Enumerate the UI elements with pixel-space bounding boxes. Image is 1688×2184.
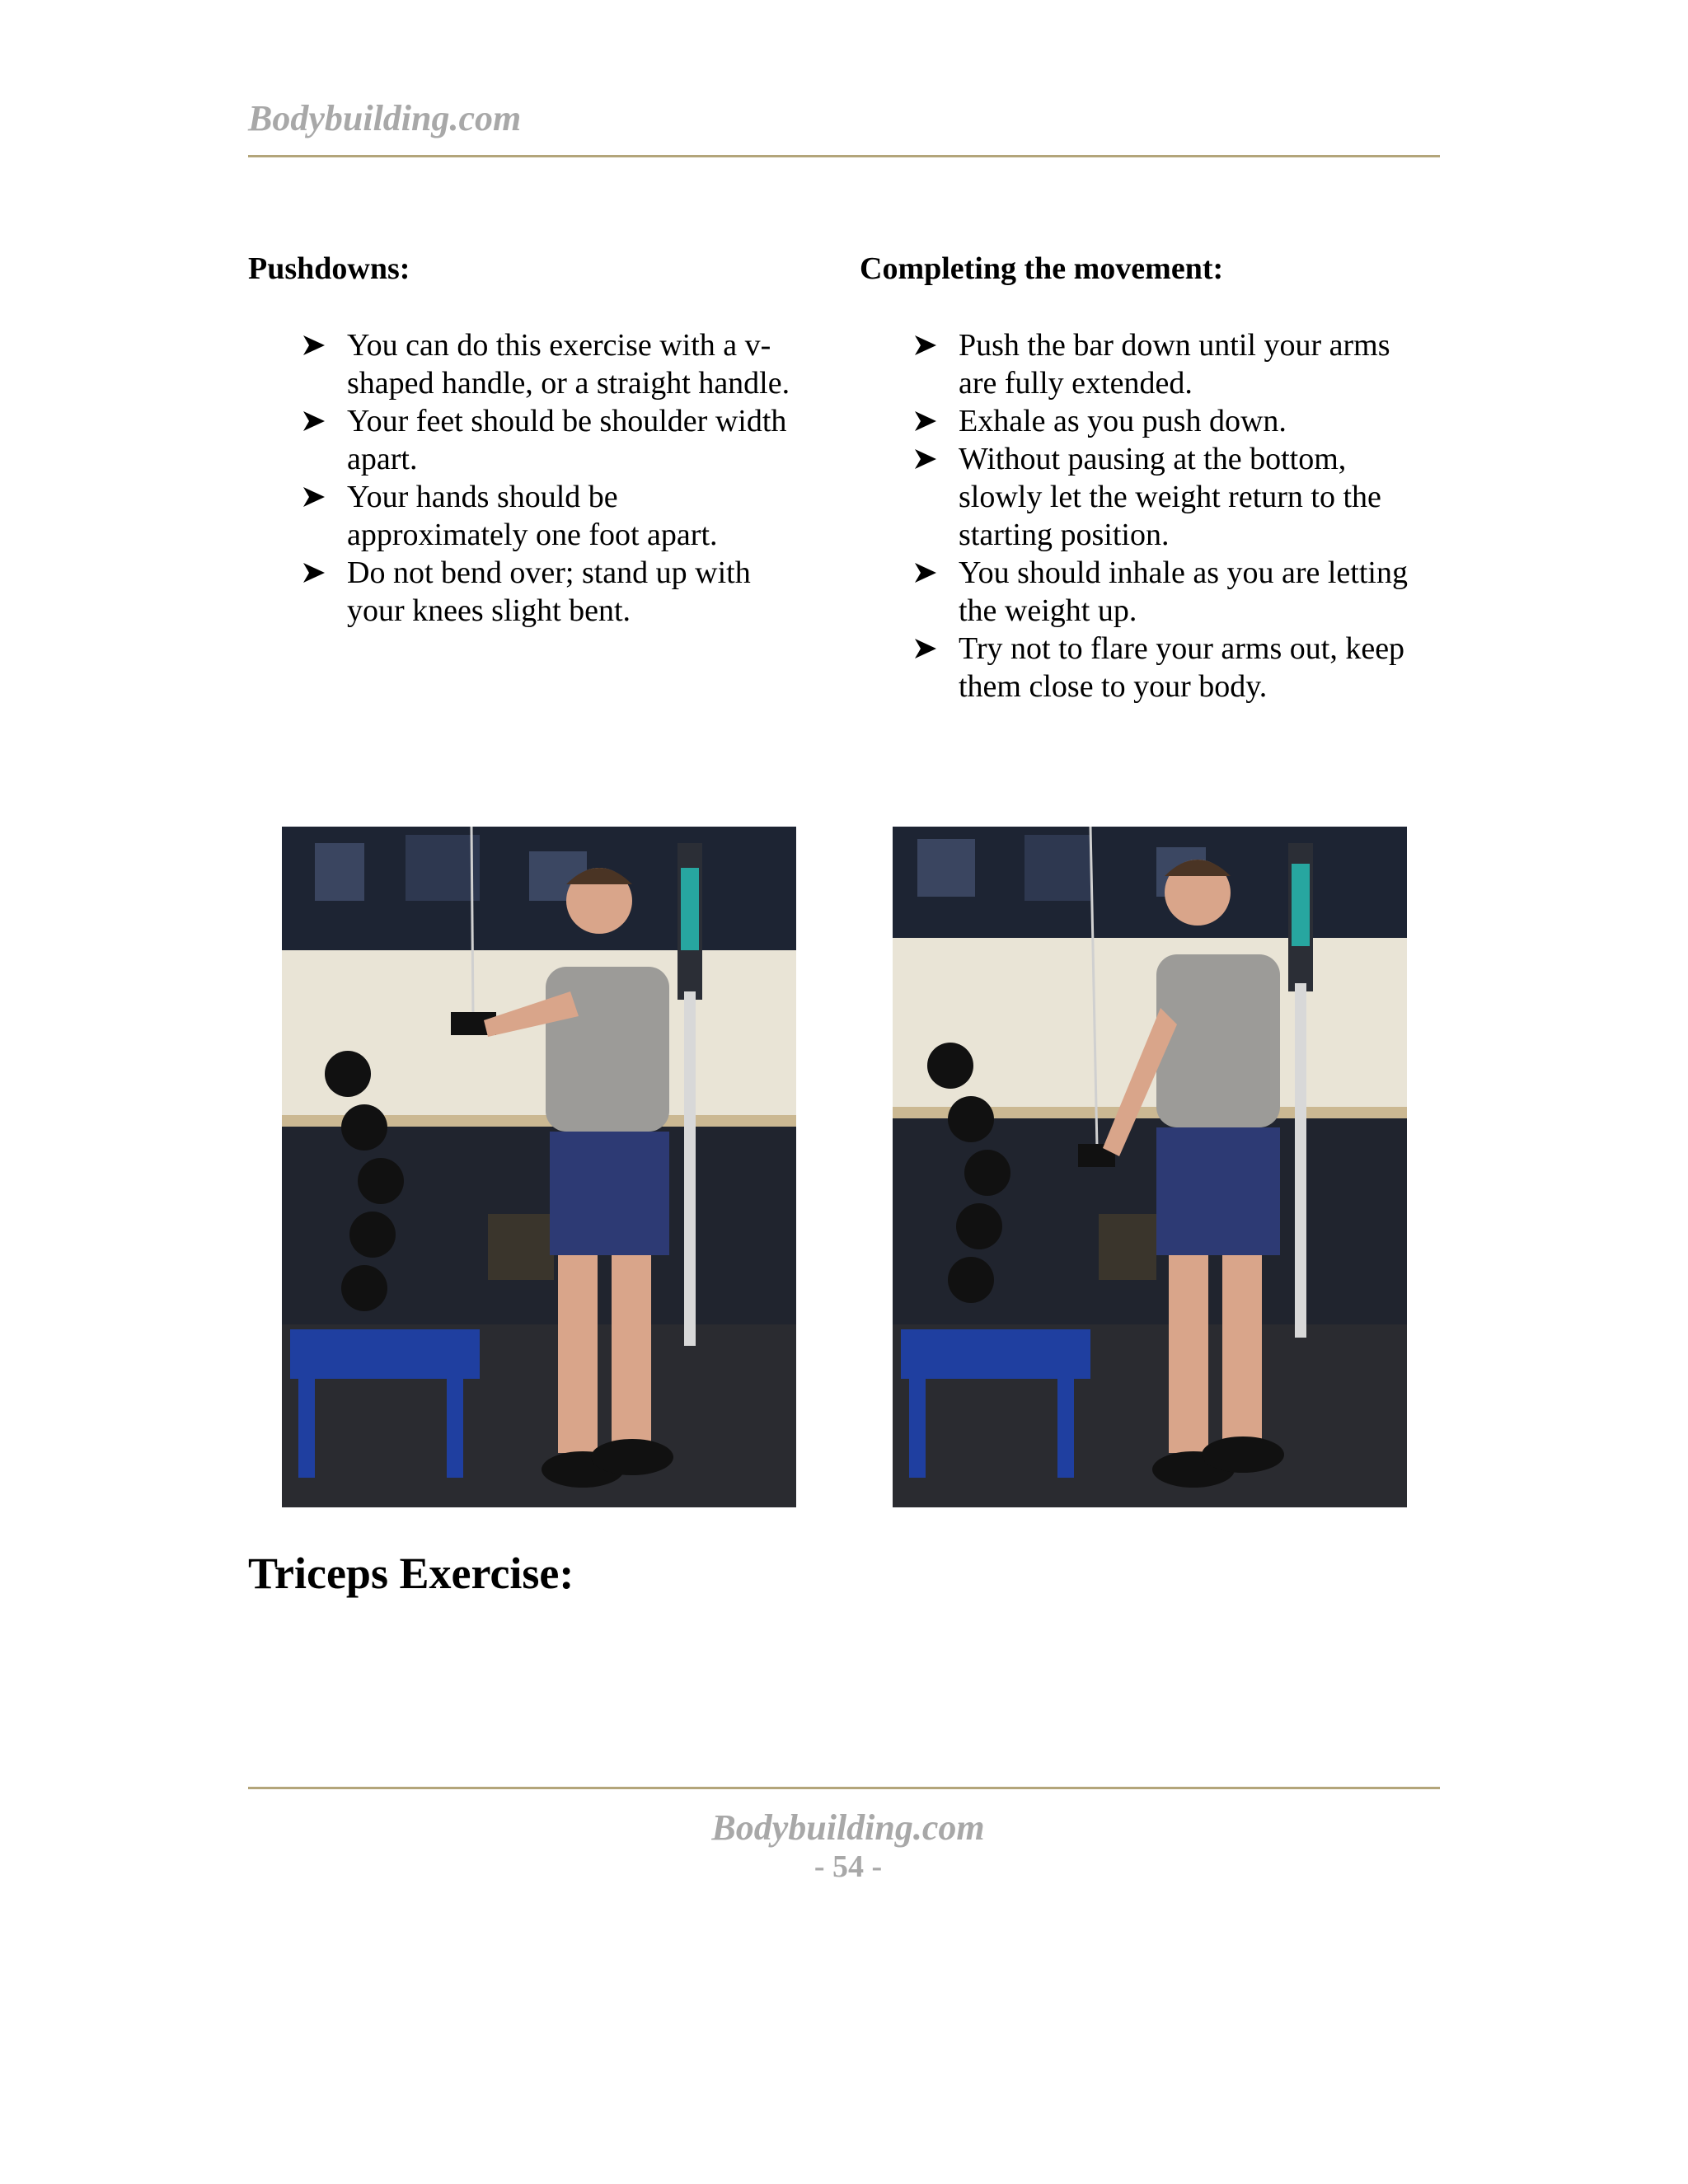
bullet-line: Try not to flare your arms out, keep — [959, 631, 1405, 666]
bullet-line: shaped handle, or a straight handle. — [347, 366, 790, 401]
bullet-line: Exhale as you push down. — [959, 404, 1287, 438]
list-item — [301, 402, 828, 478]
list-item — [301, 478, 828, 554]
header-rule — [248, 155, 1440, 157]
pushdowns-list — [301, 326, 828, 630]
completing-movement-title: Completing the movement: — [860, 251, 1224, 286]
bullet-line: starting position. — [959, 518, 1170, 552]
bullet-line: Your hands should be — [347, 480, 618, 514]
bullet-line: Your feet should be shoulder width — [347, 404, 787, 438]
pushdown-start-photo — [282, 827, 796, 1507]
bullet-line: Push the bar down until your arms — [959, 328, 1390, 363]
footer-brand: Bodybuilding.com — [711, 1807, 985, 1848]
bullet-line: Do not bend over; stand up with — [347, 555, 751, 590]
completing-movement-list — [912, 326, 1448, 705]
list-item — [912, 402, 1448, 440]
header-brand: Bodybuilding.com — [248, 98, 522, 138]
footer-rule — [248, 1787, 1440, 1789]
bullet-line: You can do this exercise with a v- — [347, 328, 771, 363]
list-item — [912, 554, 1448, 630]
bullet-line: the weight up. — [959, 593, 1137, 628]
list-item — [301, 326, 828, 402]
list-item — [912, 326, 1448, 402]
bullet-line: apart. — [347, 442, 418, 476]
arrow-bullet-icon — [301, 554, 327, 592]
triceps-exercise-heading: Triceps Exercise: — [248, 1549, 574, 1598]
arrow-bullet-icon — [301, 478, 327, 516]
list-item — [912, 440, 1448, 554]
bullet-line: them close to your body. — [959, 669, 1268, 704]
pushdowns-title: Pushdowns: — [248, 251, 410, 286]
arrow-bullet-icon — [912, 554, 939, 592]
arrow-bullet-icon — [912, 440, 939, 478]
bullet-line: slowly let the weight return to the — [959, 480, 1381, 514]
list-item — [301, 554, 828, 630]
arrow-bullet-icon — [912, 402, 939, 440]
arrow-bullet-icon — [912, 630, 939, 668]
bullet-line: Without pausing at the bottom, — [959, 442, 1347, 476]
list-item — [912, 630, 1448, 705]
bullet-line: approximately one foot apart. — [347, 518, 718, 552]
arrow-bullet-icon — [912, 326, 939, 364]
bullet-line: are fully extended. — [959, 366, 1193, 401]
arrow-bullet-icon — [301, 326, 327, 364]
bullet-line: your knees slight bent. — [347, 593, 631, 628]
page-number: - 54 - — [814, 1849, 883, 1884]
arrow-bullet-icon — [301, 402, 327, 440]
pushdown-finish-photo — [893, 827, 1407, 1507]
bullet-line: You should inhale as you are letting — [959, 555, 1408, 590]
